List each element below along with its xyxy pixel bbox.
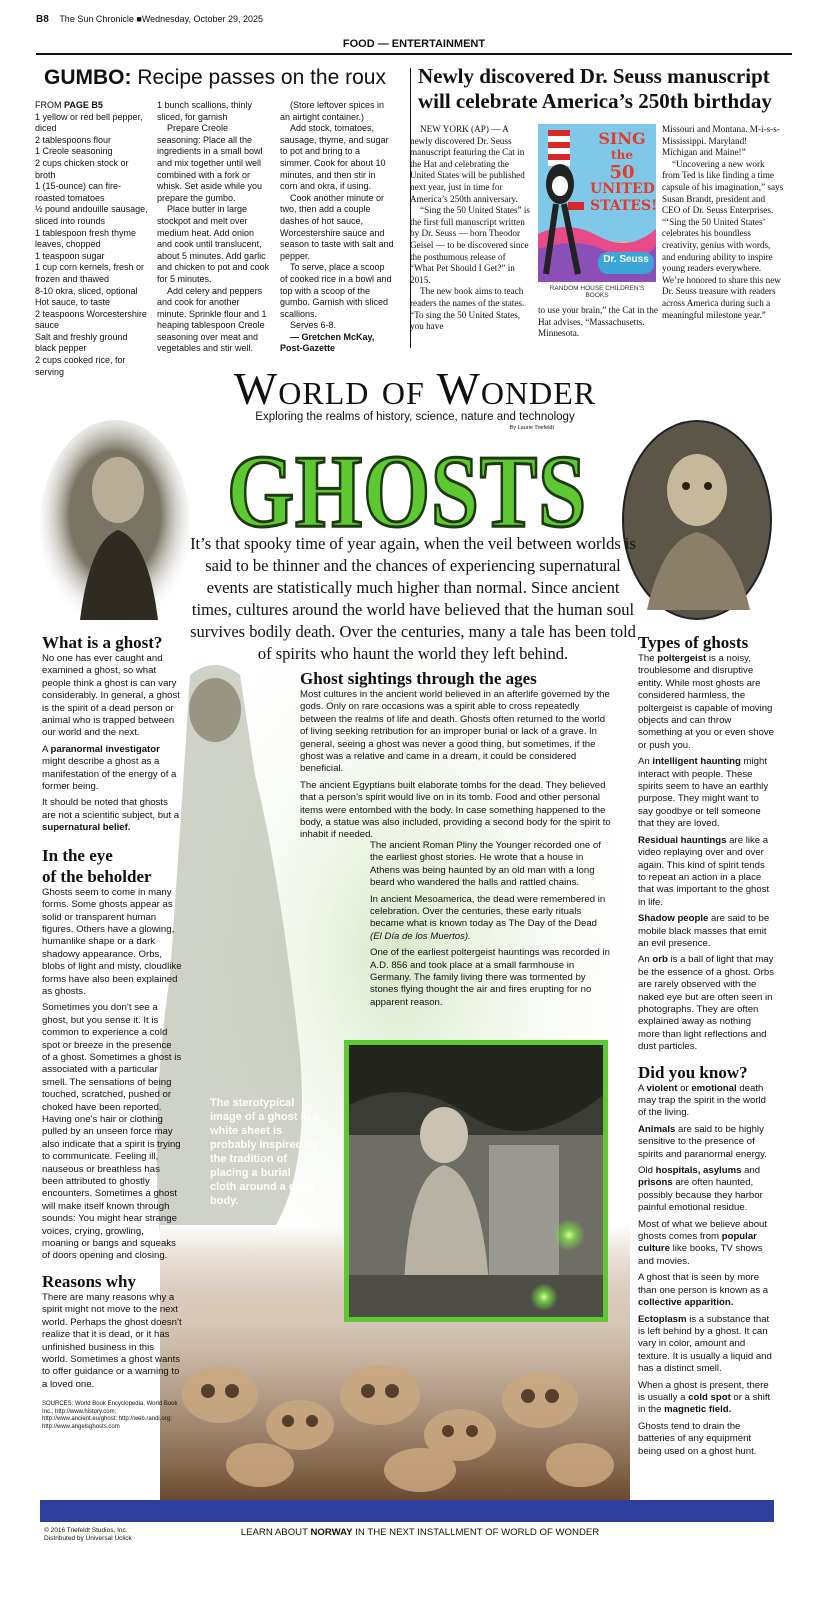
ghosts-word: GHOSTS <box>227 438 587 538</box>
type-term: Residual hauntings <box>638 834 727 846</box>
book-title-line2: the <box>611 148 633 162</box>
fact-term: Ectoplasm <box>638 1313 687 1325</box>
type-desc: is a ball of light that may be the essence of a ghost. Orbs are rarely observed with the naked eye but are often seen in photographs. They are often explained away as nothing more than light reflections and dust particles. <box>638 954 774 1053</box>
ingredient-item: 8-10 okra, sliced, optional <box>35 285 138 296</box>
type-term: orb <box>652 954 668 966</box>
sightings-body-1 <box>300 689 614 842</box>
seuss-headline: Newly discovered Dr. Seuss manuscript will celebrate America’s 250th birthday <box>418 64 772 113</box>
eye-heading: In the eye of the beholder <box>42 845 152 886</box>
fact-mid: or <box>677 1082 692 1094</box>
fact-post: like books, TV shows and movies. <box>638 1243 763 1267</box>
type-pre: An <box>638 756 653 768</box>
book-author: Dr. Seuss <box>603 254 649 265</box>
fact-pre: A ghost that is seen by more than one person is known as a <box>638 1272 769 1296</box>
fact-item <box>638 1124 774 1161</box>
fact-post: is a substance that is left behind by a ghost. It can vary in color, amount and texture. It is usually a liquid and has a distinct smell. <box>638 1313 772 1375</box>
type-desc: might interact with people. These spirits seem to have an earthly purpose. They might want to say goodbye or tell someone that they are loved. <box>638 756 769 830</box>
types-list <box>638 653 774 1054</box>
sightings-p2: The ancient Egyptians built elaborate tombs for the dead. They believed that a person’s spirit would live on in its tomb. Food and other personal items were entombed with the body. In case something happened to the body, a statue was also included, providing a second body for the spirit to inhabit if needed. <box>300 779 611 841</box>
ghost-portrait-boy <box>622 420 772 620</box>
fact-item <box>638 1165 774 1215</box>
ingredient-item: 1 cup corn kernels, fresh or frozen and thawed <box>35 262 145 284</box>
fact-term: violent <box>646 1082 678 1094</box>
book-title-line3: 50 <box>609 162 635 183</box>
world-of-wonder-title <box>180 362 650 415</box>
fact-term: popular culture <box>638 1231 757 1255</box>
paper-name: The Sun Chronicle <box>59 14 134 24</box>
fact-term: Animals <box>638 1123 676 1135</box>
seuss-paragraph: NEW YORK (AP) — A newly discovered Dr. Seuss manuscript featuring the Cat in the Hat and celebrating the United States will be published next year, just in time for America’s 250th anniversary. <box>410 124 525 204</box>
type-desc: are like a video replaying over and over again. This kind of spirit tends to repeat an action in a place that was important to the ghost in life. <box>638 834 770 908</box>
wow-subtitle: Exploring the realms of history, science, nature and technology <box>255 411 575 423</box>
copyright-line1: © 2016 Triefeldt Studios, Inc. <box>44 1527 128 1534</box>
eye-p1: Ghosts seem to come in many forms. Some ghosts appear as solid or transparent human figures. Others have a glowing, humanlike shape or a dark shadowy appearance. Orbs, blobs of light and misty, cloudlike forms have also been explained as ghosts. <box>42 886 182 997</box>
bottom-bar <box>40 1500 774 1522</box>
type-pre: The <box>638 653 658 664</box>
fact-item <box>638 1083 774 1120</box>
eye-p2: Sometimes you don’t see a ghost, but you sense it. It is common to experience a cold spot or breeze in the presence of a ghost. Sometimes a ghost is associated with a particular smell. The sensations of being touched, scratched, pushed or choked have been reported. Having one’s hair or clothing pulled by an unseen force may also indicate that a spirit is trying to communicate. Feeling ill, nauseous or breathless has been attributed to ghostly encounters. Sometimes a ghost will make itself known through sounds: You might hear strange voices, crying, growling, moaning or bangs and squeaks of doors opening and closing. <box>42 1002 182 1262</box>
fact-mid: and <box>741 1165 761 1177</box>
gumbo-headline-bold: GUMBO: <box>44 66 132 89</box>
know-list <box>638 1083 774 1458</box>
fact-post: are often haunted, possibly because they harbor painful emotional residue. <box>638 1177 763 1214</box>
ingredient-item: 2 teaspoons Worcestershire sauce <box>35 308 147 331</box>
book-title-line1: SING <box>598 129 646 148</box>
recipe-step: Place butter in large stockpot and melt over medium heat. Add onion and cook until translucent, about 5 minutes. Add garlic and chicken to pot and cook for 5 minutes. <box>157 204 270 284</box>
ghost-type-item <box>638 653 774 752</box>
ingredient-item: 1 tablespoon fresh thyme leaves, chopped <box>35 227 137 250</box>
fact-term-2: emotional <box>691 1082 737 1094</box>
ingredient-item: 1 teaspoon sugar <box>35 250 105 261</box>
type-desc: are said to be mobile black masses that emit an evil presence. <box>638 913 770 949</box>
seuss-col3 <box>662 124 784 321</box>
sources: SOURCES: World Book Encyclopedia, World Book Inc.; http://www.history.com; http://www.ancient.eu/ghost; http://web.randi.org; http://www.angelsghosts.com <box>42 1401 178 1430</box>
seuss-col2-text: to use your brain,” the Cat in the Hat advises. “Massachusetts. Minnesota. <box>538 305 658 339</box>
reasons-p: There are many reasons why a spirit might not move to the next world. Perhaps the ghost doesn’t realize that it is dead, or it has unfinished business in this world. Sometimes a ghost wants to offer guidance or a warning to a loved one. <box>42 1291 182 1390</box>
recipe-step: (Store leftover spices in an airtight container.) <box>280 100 385 122</box>
what-p1: No one has ever caught and examined a ghost, so what people think a ghost is can vary considerably. In general, a ghost is the spirit of a dead person or animal who is trapped between our world and the next. <box>42 653 180 739</box>
page-header <box>36 14 792 32</box>
top-rule <box>36 53 792 55</box>
seuss-col2 <box>538 305 658 340</box>
seuss-paragraph: “Sing the 50 United States” is the first full manuscript written by Dr. Seuss — born Theodor Geisel — to be discovered since the posthumous release of “What Pet Should I Get?” in 2015. <box>410 205 530 285</box>
fact-term-2: prisons <box>638 1177 673 1189</box>
gumbo-col2 <box>157 100 271 355</box>
fact-mid: or a shift in the <box>638 1391 771 1416</box>
ghost-photo <box>344 1040 608 1322</box>
type-term: Shadow people <box>638 913 709 925</box>
ingredient-item: 2 cups cooked rice, for serving <box>35 355 126 377</box>
fact-pre: Ghosts tend to drain the batteries of any equipment being used on a ghost hunt. <box>638 1420 757 1457</box>
ingredient-item: ½ pound andouille sausage, sliced into rounds <box>35 204 148 226</box>
recipe-step: Serves 6-8. <box>290 320 337 331</box>
ghost-type-item <box>638 835 774 909</box>
what-p2: A paranormal investigator might describe a ghost as a manifestation of the energy of a former being. <box>42 743 177 793</box>
next-installment: LEARN ABOUT NORWAY IN THE NEXT INSTALLMENT OF WORLD OF WONDER <box>240 1527 600 1538</box>
ghost-type-item <box>638 913 774 950</box>
fact-term: cold spot <box>688 1391 731 1403</box>
from-prefix: FROM <box>35 100 64 110</box>
fact-pre: A <box>638 1082 647 1094</box>
ghost-portrait-woman <box>40 420 190 630</box>
gumbo-steps-2 <box>280 100 394 332</box>
gumbo-steps-1 <box>157 123 271 355</box>
recipe-step: To serve, place a scoop of cooked rice in a bowl and top with a scoop of the gumbo. Garnish with sliced scallions. <box>280 262 392 319</box>
ghost-type-item <box>638 756 774 830</box>
recipe-step: Add celery and peppers and cook for another minute. Sprinkle flour and 1 heaping tablespoon Creole seasoning over meat and vegetables and stir well. <box>157 285 267 354</box>
page-number: B8 <box>36 14 49 25</box>
sightings-p5: One of the earliest poltergeist hauntings was recorded in A.D. 856 and took place at a small farmhouse in Germany. The family living there was tormented by stones flying thought the air and fires erupting for no apparent reason. <box>370 947 610 1008</box>
what-heading: What is a ghost? <box>42 633 163 652</box>
reasons-heading: Reasons why <box>42 1271 136 1291</box>
intro-paragraph: It’s that spooky time of year again, when the veil between worlds is said to be thinner and the chances of experiencing supernatural events are statistically much higher than normal. Since ancient times, cultures around the world have believed that the human soul survives bodily death. Over the centuries, many a tale has been told of spirits who haunt the world they left behind. <box>190 534 636 663</box>
fact-pre: When a ghost is present, there is usually a <box>638 1379 769 1403</box>
ingredient-item: 2 cups chicken stock or broth <box>35 157 129 180</box>
type-desc: is a noisy, troublesome and disruptive entity. While most ghosts are considered harmless, the poltergeist is capable of moving objects and can throw something at you or even shove or push you. <box>638 653 774 751</box>
know-heading: Did you know? <box>638 1062 748 1082</box>
ingredient-item: 1 Creole seasoning <box>35 146 113 157</box>
issue-date: Wednesday, October 29, 2025 <box>141 14 264 24</box>
sheet-caption: The sterotypical image of a ghost in a white sheet is probably inspired by the tradition of placing a burial cloth around a dead body. <box>210 1097 320 1207</box>
what-is-a-ghost-section <box>42 632 182 1431</box>
section-label: FOOD — ENTERTAINMENT <box>342 38 486 50</box>
from-page-ref: PAGE B5 <box>64 100 103 110</box>
sightings-p1: Most cultures in the ancient world believed in an afterlife governed by the gods. Only on rare occasions was a spirit able to cross repeatedly between the realms of life and death. Ghosts often returned to the world of living seeking retribution for an improper burial or lack of a grave. In general, seeing a ghost was never a good thing, but sometimes, if the ghost was a relative and came in a dream, it could be considered beneficial. <box>300 689 610 775</box>
fact-pre: Most of what we believe about ghosts comes from <box>638 1218 768 1243</box>
fact-term: collective apparition. <box>638 1297 734 1309</box>
recipe-step: Prepare Creole seasoning: Place all the ingredients in a small bowl and mix together until well combined with a fork or whisk. Set aside while you prepare the gumbo. <box>157 123 263 203</box>
fact-term-2: magnetic field. <box>664 1404 732 1416</box>
gumbo-credit-2: Post-Gazette <box>280 343 336 354</box>
ingredient-item: Hot sauce, to taste <box>35 297 111 308</box>
fact-item <box>638 1421 774 1458</box>
seuss-col3-text <box>662 124 784 321</box>
graveyard-photo <box>349 1045 603 1317</box>
types-heading: Types of ghosts <box>638 633 749 652</box>
ghost-type-item <box>638 954 774 1053</box>
sightings-heading: Ghost sightings through the ages <box>300 669 537 688</box>
gumbo-credit-1: — Gretchen McKay, <box>290 331 375 342</box>
fact-item <box>638 1219 774 1269</box>
photo-credit: RANDOM HOUSE CHILDREN’S BOOKS <box>549 285 645 299</box>
eye-body <box>42 887 182 1263</box>
seuss-col1-text <box>410 124 530 333</box>
sightings-section <box>300 668 614 846</box>
seuss-col1 <box>410 124 530 333</box>
fact-item <box>638 1272 774 1309</box>
ingredient-item: 2 tablespoons flour <box>35 134 112 145</box>
ingredient-item: Salt and freshly ground black pepper <box>35 331 128 354</box>
what-body <box>42 653 182 835</box>
sightings-body-2 <box>370 840 610 1013</box>
sightings-p4: In ancient Mesoamerica, the dead were remembered in celebration. Over the centuries, these early rituals became what is known today as The Day of the Dead (El Día de los Muertos). <box>370 893 606 942</box>
book-title <box>590 129 658 215</box>
copyright-line2: Distributed by Universal Uclick <box>44 1535 132 1542</box>
byline: By Laurie Triefeldt <box>509 425 554 431</box>
fact-pre: Old <box>638 1165 656 1177</box>
type-term: poltergeist <box>657 653 707 664</box>
gumbo-headline-rest: Recipe passes on the roux <box>131 66 386 89</box>
fact-term: hospitals, asylums <box>655 1165 742 1177</box>
ingredient-item: 1 (15-ounce) can fire-roasted tomatoes <box>35 181 122 203</box>
recipe-step: Cook another minute or two, then add a couple dashes of hot sauce, Worcestershire sauce and season to taste with salt and pepper. <box>280 192 394 261</box>
fact-item <box>638 1314 774 1376</box>
wow-title-text: World of Wonder <box>233 363 597 414</box>
type-pre: An <box>638 954 653 966</box>
ingredient-item: 1 yellow or red bell pepper, diced <box>35 111 143 134</box>
book-title-line5: STATES! <box>590 198 658 214</box>
types-section <box>638 632 774 1462</box>
gumbo-col3 <box>280 100 394 355</box>
separator-square: ■ <box>136 14 142 24</box>
gumbo-ingredients <box>35 100 150 378</box>
reasons-body <box>42 1292 182 1391</box>
recipe-step: Add stock, tomatoes, sausage, thyme, and sugar to pot and bring to a simmer. Cook for about 10 minutes, and then stir in corn and okra, if using. <box>280 123 389 192</box>
fact-post: are said to be highly sensitive to the presence of spirits and paranormal energy. <box>638 1123 767 1160</box>
seuss-paragraph: Missouri and Montana. M-i-s-s-Mississippi. Maryland! Michigan and Maine!” <box>662 124 780 158</box>
gumbo-headline <box>44 66 404 90</box>
ingredient-list <box>35 112 150 379</box>
type-term: intelligent haunting <box>652 756 741 768</box>
fact-post: death may trap the spirit in the world of the living. <box>638 1082 766 1119</box>
ingredient-last: 1 bunch scallions, thinly sliced, for garnish <box>157 100 253 122</box>
from-page <box>35 100 150 112</box>
seuss-book-cover <box>538 124 658 299</box>
book-title-line4: UNITED <box>590 181 655 197</box>
sightings-p3: The ancient Roman Pliny the Younger recorded one of the earliest ghost stories. He wrote that a house in Athens was being haunted by an old man with a long beard who wandered the halls and rattled chains. <box>370 840 601 889</box>
seuss-paragraph: The new book aims to teach readers the names of the states. “To sing the 50 United States, you have <box>410 286 525 332</box>
ghosts-headline <box>222 438 592 538</box>
what-p3: It should be noted that ghosts are not a scientific subject, but a supernatural belief. <box>42 797 180 834</box>
fact-item <box>638 1380 774 1417</box>
seuss-paragraph: “Uncovering a new work from Ted is like finding a time capsule of his imagination,” says Susan Brandt, president and CEO of Dr. Seuss Enterprises. “‘Sing the 50 United States’ celebrates his boundless creativity, genius with words, and enduring ability to inspire young readers everywhere. We’re honored to share this new Dr. Seuss treasure with readers across America during such a meaningful milestone year.” <box>662 158 784 320</box>
